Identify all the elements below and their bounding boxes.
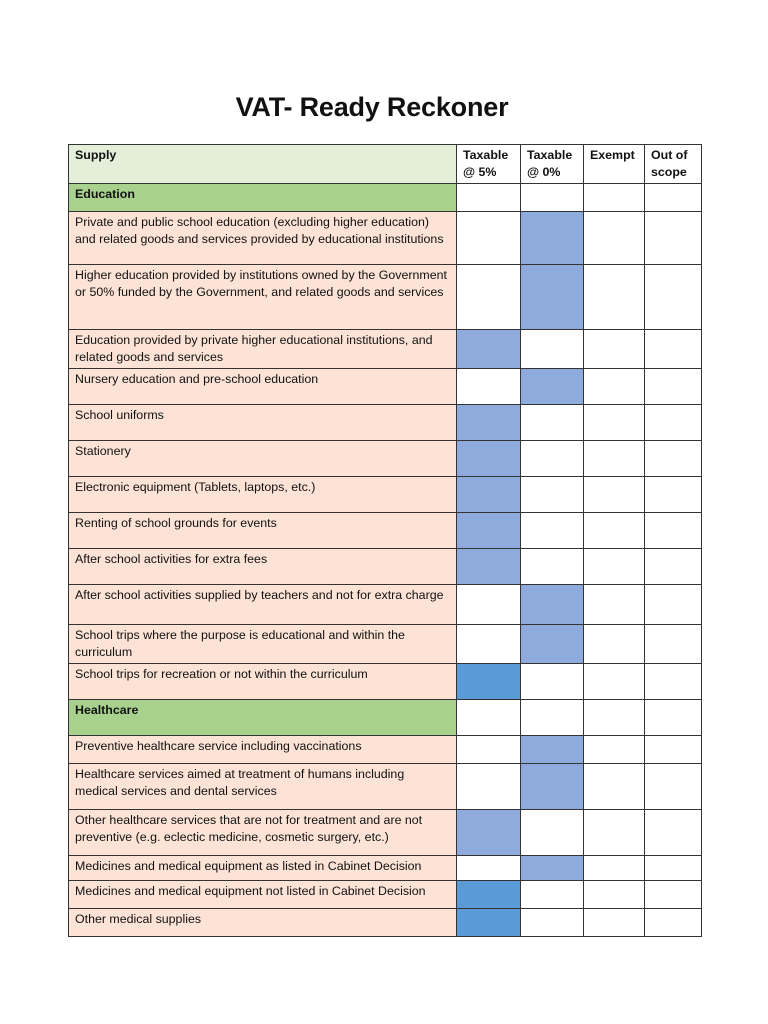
mark-cell	[584, 736, 645, 764]
mark-cell-filled	[457, 513, 521, 549]
mark-cell	[521, 810, 584, 856]
mark-cell	[584, 585, 645, 625]
mark-cell	[521, 405, 584, 441]
mark-cell	[645, 184, 702, 212]
supply-cell: Medicines and medical equipment not listed in Cabinet Decision	[69, 881, 457, 909]
vat-reckoner-table	[68, 144, 702, 937]
supply-cell: School trips for recreation or not within the curriculum	[69, 664, 457, 700]
mark-cell-filled	[521, 625, 584, 664]
supply-cell: Private and public school education (excluding higher education) and related goods and services provided by educational institutions	[69, 212, 457, 265]
supply-cell: Renting of school grounds for events	[69, 513, 457, 549]
mark-cell	[521, 477, 584, 513]
page-title: VAT- Ready Reckoner	[235, 92, 509, 122]
column-header-taxable-0: Taxable @ 0%	[521, 145, 584, 184]
supply-cell: School trips where the purpose is educational and within the curriculum	[69, 625, 457, 664]
mark-cell	[645, 369, 702, 405]
table-row	[69, 881, 702, 909]
column-header-exempt: Exempt	[584, 145, 645, 184]
mark-cell-filled	[457, 549, 521, 585]
mark-cell	[584, 513, 645, 549]
mark-cell	[584, 405, 645, 441]
table-row	[69, 441, 702, 477]
mark-cell	[457, 856, 521, 881]
table-row	[69, 810, 702, 856]
mark-cell	[584, 810, 645, 856]
table-row	[69, 369, 702, 405]
supply-cell: Other medical supplies	[69, 909, 457, 937]
supply-cell: Medicines and medical equipment as listed in Cabinet Decision	[69, 856, 457, 881]
mark-cell	[457, 212, 521, 265]
mark-cell	[645, 764, 702, 810]
mark-cell	[584, 909, 645, 937]
supply-cell: After school activities for extra fees	[69, 549, 457, 585]
mark-cell	[645, 664, 702, 700]
mark-cell-filled	[457, 810, 521, 856]
table-row	[69, 212, 702, 265]
mark-cell	[584, 549, 645, 585]
section-label: Healthcare	[69, 700, 457, 736]
table-row	[69, 764, 702, 810]
supply-cell: Other healthcare services that are not for treatment and are not preventive (e.g. eclectic medicine, cosmetic surgery, etc.)	[69, 810, 457, 856]
mark-cell-filled	[521, 736, 584, 764]
header-row	[69, 145, 702, 184]
mark-cell	[521, 513, 584, 549]
mark-cell	[521, 184, 584, 212]
mark-cell	[457, 265, 521, 330]
mark-cell	[584, 369, 645, 405]
mark-cell-filled	[457, 881, 521, 909]
table-row	[69, 909, 702, 937]
mark-cell	[457, 625, 521, 664]
supply-cell: School uniforms	[69, 405, 457, 441]
table-row	[69, 513, 702, 549]
column-header-taxable-5: Taxable @ 5%	[457, 145, 521, 184]
mark-cell	[584, 212, 645, 265]
table-body	[69, 184, 702, 937]
mark-cell	[521, 881, 584, 909]
mark-cell	[521, 549, 584, 585]
table-row	[69, 664, 702, 700]
mark-cell	[584, 330, 645, 369]
mark-cell	[521, 330, 584, 369]
mark-cell-filled	[457, 405, 521, 441]
mark-cell	[521, 441, 584, 477]
mark-cell	[584, 265, 645, 330]
table-row	[69, 330, 702, 369]
mark-cell-filled	[457, 330, 521, 369]
supply-cell: Preventive healthcare service including vaccinations	[69, 736, 457, 764]
supply-cell: Higher education provided by institutions owned by the Government or 50% funded by the Government, and related goods and services	[69, 265, 457, 330]
mark-cell	[645, 441, 702, 477]
section-label: Education	[69, 184, 457, 212]
mark-cell	[645, 477, 702, 513]
mark-cell	[584, 625, 645, 664]
mark-cell-filled	[521, 369, 584, 405]
mark-cell	[645, 736, 702, 764]
mark-cell	[584, 881, 645, 909]
supply-cell: Electronic equipment (Tablets, laptops, etc.)	[69, 477, 457, 513]
section-row	[69, 700, 702, 736]
mark-cell	[584, 764, 645, 810]
mark-cell-filled	[457, 909, 521, 937]
mark-cell	[645, 881, 702, 909]
mark-cell	[645, 405, 702, 441]
mark-cell-filled	[521, 856, 584, 881]
mark-cell	[645, 585, 702, 625]
table-row	[69, 856, 702, 881]
mark-cell-filled	[457, 441, 521, 477]
mark-cell	[457, 700, 521, 736]
mark-cell	[584, 664, 645, 700]
mark-cell-filled	[521, 585, 584, 625]
mark-cell	[584, 441, 645, 477]
mark-cell	[521, 700, 584, 736]
supply-cell: Stationery	[69, 441, 457, 477]
table-row	[69, 736, 702, 764]
table-row	[69, 405, 702, 441]
mark-cell	[457, 369, 521, 405]
mark-cell-filled	[521, 764, 584, 810]
mark-cell-filled	[457, 664, 521, 700]
mark-cell	[645, 810, 702, 856]
mark-cell	[645, 330, 702, 369]
mark-cell	[645, 700, 702, 736]
table-row	[69, 265, 702, 330]
mark-cell-filled	[521, 212, 584, 265]
mark-cell	[645, 625, 702, 664]
table-row	[69, 585, 702, 625]
mark-cell	[584, 184, 645, 212]
section-row	[69, 184, 702, 212]
supply-cell: Education provided by private higher educational institutions, and related goods and services	[69, 330, 457, 369]
mark-cell	[645, 265, 702, 330]
supply-cell: Healthcare services aimed at treatment of humans including medical services and dental services	[69, 764, 457, 810]
table-row	[69, 549, 702, 585]
table-row	[69, 625, 702, 664]
mark-cell	[584, 477, 645, 513]
mark-cell	[645, 909, 702, 937]
supply-cell: Nursery education and pre-school education	[69, 369, 457, 405]
mark-cell	[584, 856, 645, 881]
mark-cell	[521, 909, 584, 937]
supply-cell: After school activities supplied by teachers and not for extra charge	[69, 585, 457, 625]
column-header-out-of-scope: Out of scope	[645, 145, 702, 184]
table-row	[69, 477, 702, 513]
mark-cell	[645, 212, 702, 265]
column-header-supply: Supply	[69, 145, 457, 184]
mark-cell	[457, 585, 521, 625]
mark-cell	[521, 664, 584, 700]
mark-cell	[645, 513, 702, 549]
mark-cell	[457, 736, 521, 764]
mark-cell	[645, 856, 702, 881]
mark-cell-filled	[457, 477, 521, 513]
mark-cell	[457, 184, 521, 212]
mark-cell	[584, 700, 645, 736]
mark-cell	[457, 764, 521, 810]
mark-cell-filled	[521, 265, 584, 330]
mark-cell	[645, 549, 702, 585]
